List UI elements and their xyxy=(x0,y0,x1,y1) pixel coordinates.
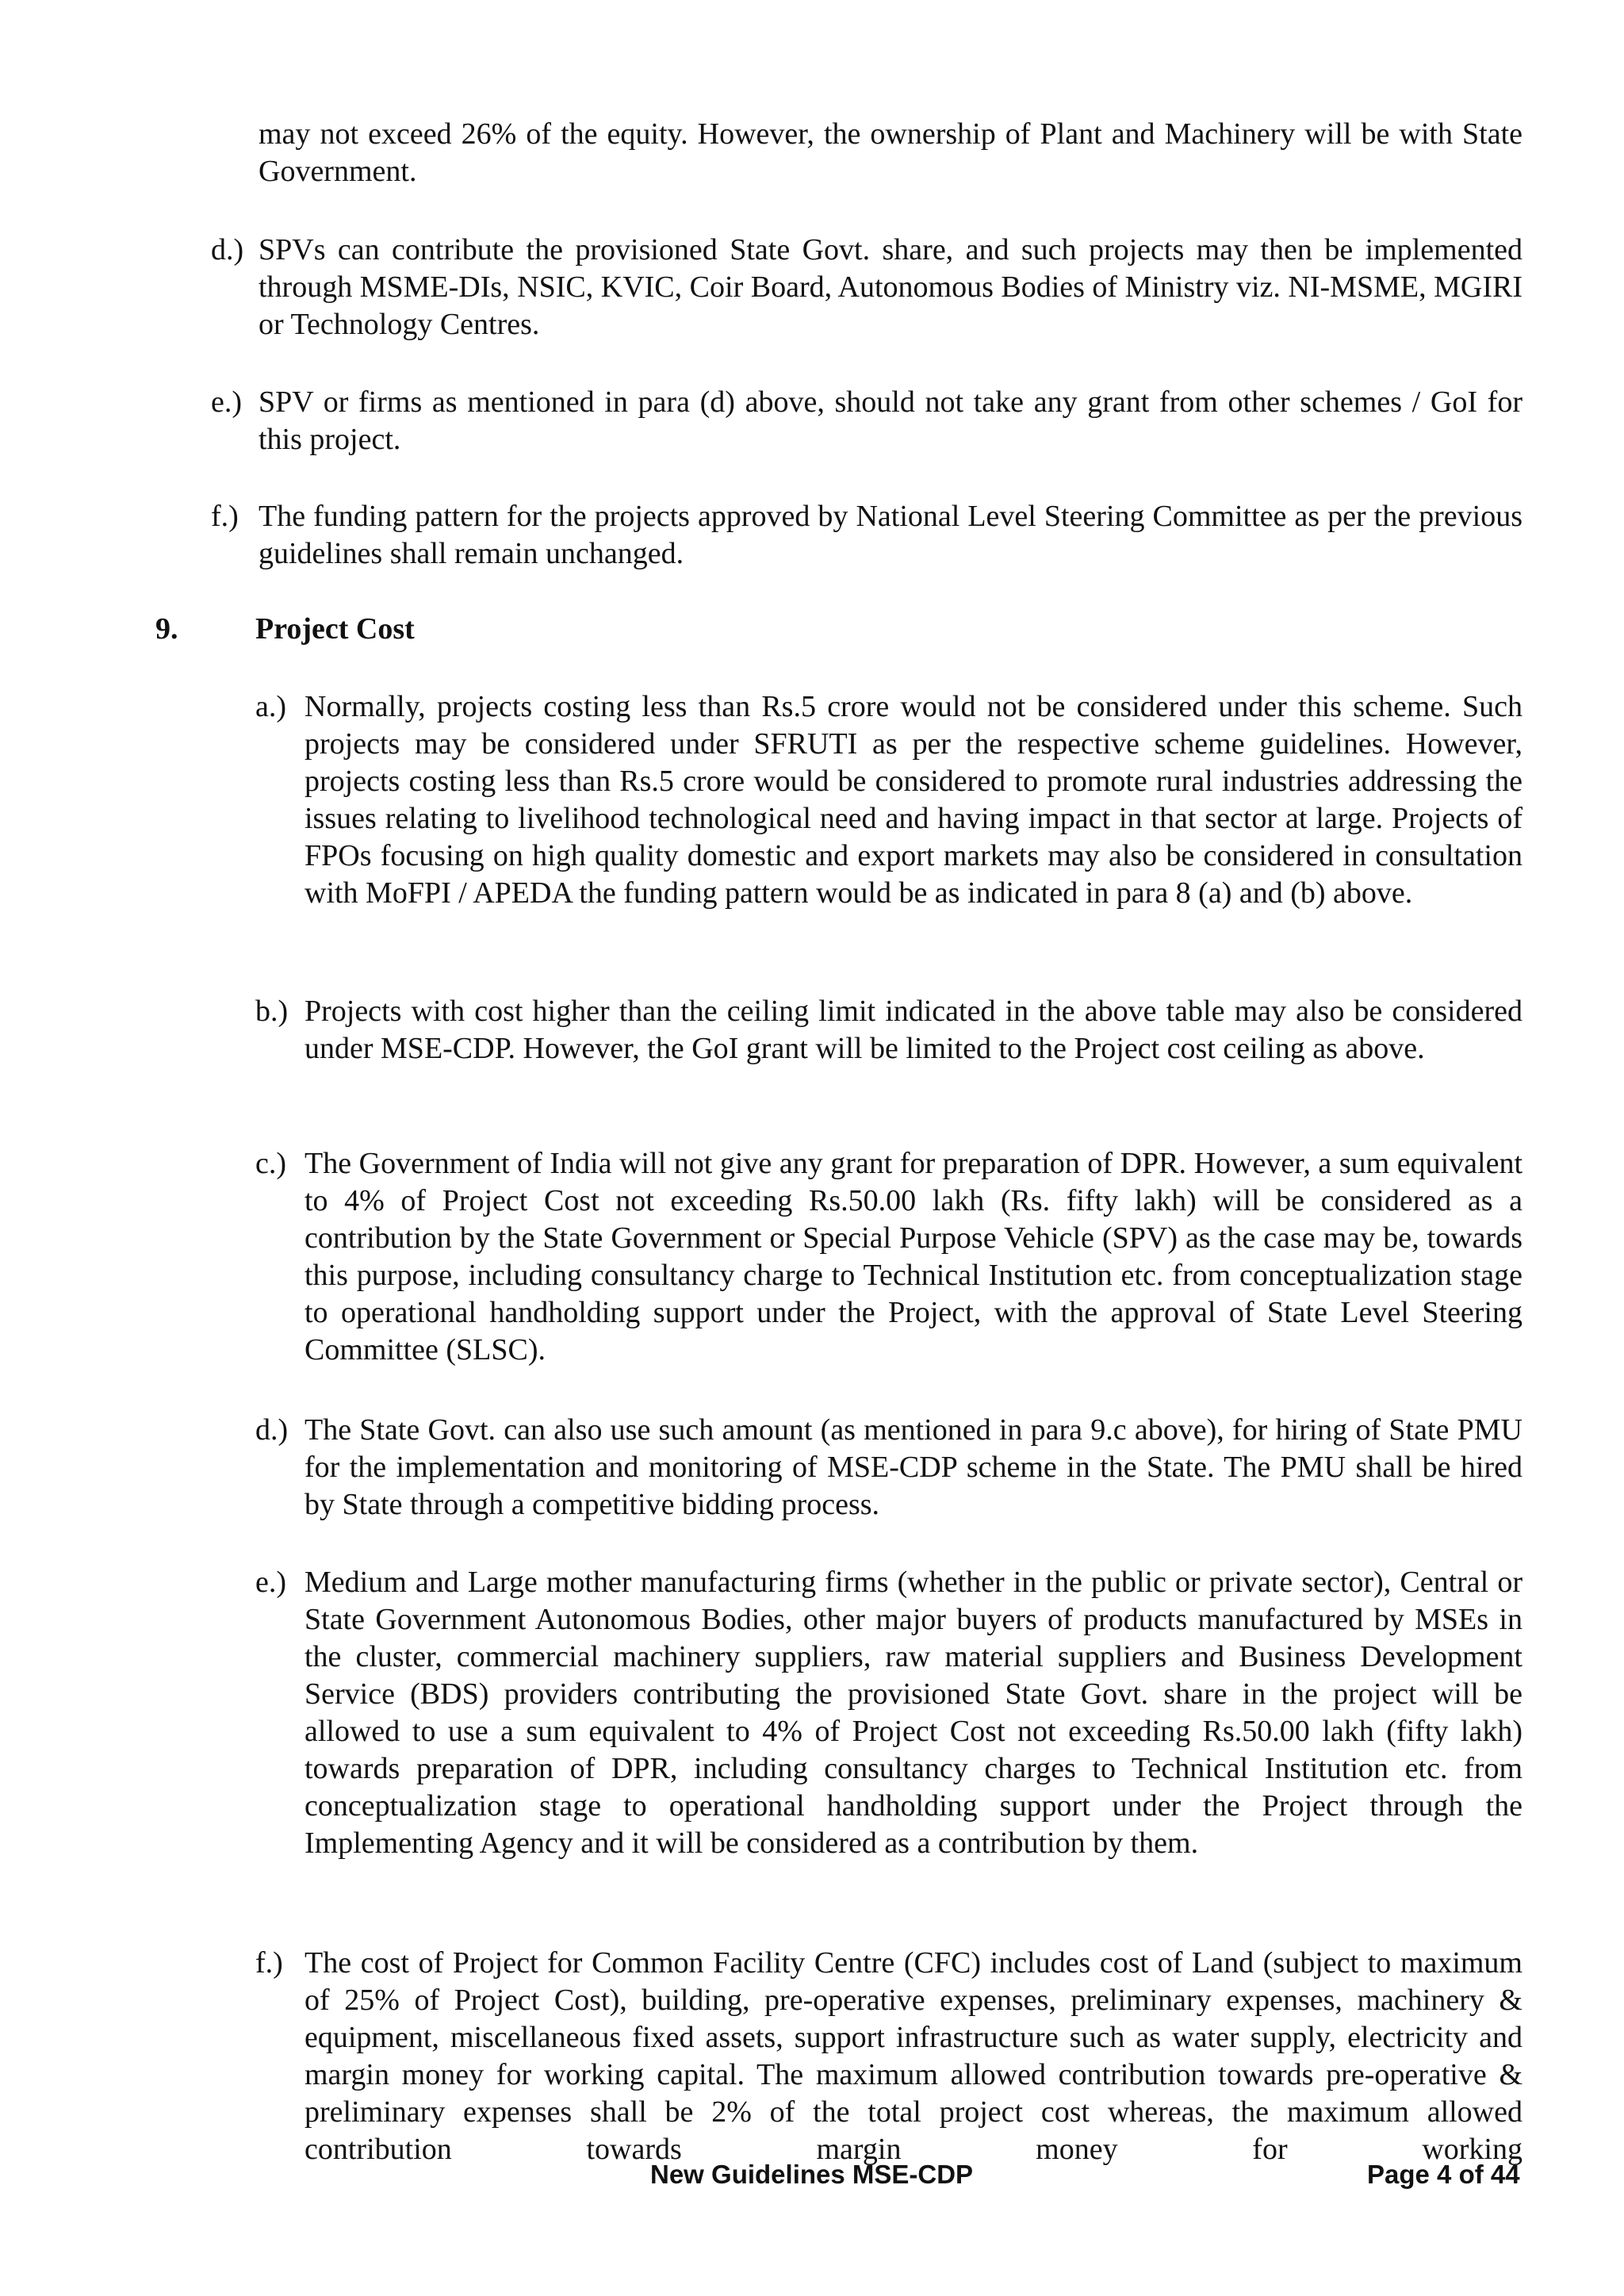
footer-document-title: New Guidelines MSE-CDP xyxy=(650,2160,974,2189)
list-item-text: Medium and Large mother manufacturing firms (whether in the public or private sector), Central or State Government Autonomous Bodies, other major buyers of products manufactured by MSEs in the cluster, commercial machinery suppliers, raw material suppliers and Business Development Service (BDS) providers contributing the provisioned State Govt. share in the project will be allowed to use a sum equivalent to 4% of Project Cost not exceeding Rs.50.00 lakh (fifty lakh) towards preparation of DPR, including consultancy charges to Technical Institution etc. from conceptualization stage to operational handholding support under the Project through the Implementing Agency and it will be considered as a contribution by them. xyxy=(304,1566,1522,1860)
list-item-label: b.) xyxy=(255,995,289,1028)
list-item-text: The funding pattern for the projects approved by National Level Steering Committee as per the previous guidelines shall remain unchanged. xyxy=(259,500,1522,570)
list-item-text: SPVs can contribute the provisioned State Govt. share, and such projects may then be implemented through MSME-DIs, NSIC, KVIC, Coir Board, Autonomous Bodies of Ministry viz. NI-MSME, MGIRI or Technology Centres. xyxy=(259,233,1522,341)
list-item-text: The cost of Project for Common Facility Centre (CFC) includes cost of Land (subject to maximum of 25% of Project Cost), building, pre-operative expenses, preliminary expenses, machinery & equipment, miscellaneous fixed assets, support infrastructure such as water supply, electricity and margin money for working capital. The maximum allowed contribution towards pre-operative & preliminary expenses shall be 2% of the total project cost whereas, the maximum allowed contribution towards margin money for working xyxy=(304,1946,1522,2166)
list-item-label: d.) xyxy=(211,233,244,266)
continuation-paragraph: may not exceed 26% of the equity. However, the ownership of Plant and Machinery will be with State Government. xyxy=(259,117,1522,188)
list-item-text: Projects with cost higher than the ceiling limit indicated in the above table may also be considered under MSE-CDP. However, the GoI grant will be limited to the Project cost ceiling as above. xyxy=(304,995,1522,1065)
list-item-text: SPV or firms as mentioned in para (d) above, should not take any grant from other schemes / GoI for this project. xyxy=(259,385,1522,456)
list-item-label: c.) xyxy=(255,1147,287,1180)
list-item-text: The State Govt. can also use such amount (as mentioned in para 9.c above), for hiring of State PMU for the implementation and monitoring of MSE-CDP scheme in the State. The PMU shall be hired by State through a competitive bidding process. xyxy=(304,1413,1522,1521)
list-item-label: f.) xyxy=(255,1946,283,1980)
list-item-label: a.) xyxy=(255,690,287,723)
list-item-label: e.) xyxy=(255,1566,287,1599)
footer-page-number: Page 4 of 44 xyxy=(1367,2160,1520,2189)
list-item-label: d.) xyxy=(255,1413,289,1447)
section-number: 9. xyxy=(155,612,178,646)
list-item-label: f.) xyxy=(211,500,239,533)
section-heading: Project Cost xyxy=(255,612,415,646)
list-item-label: e.) xyxy=(211,385,243,419)
list-item-text: Normally, projects costing less than Rs.5 crore would not be considered under this scheme. Such projects may be considered under SFRUTI as per the respective scheme guidelines. However, projects costing less than Rs.5 crore would be considered to promote rural industries addressing the issues relating to livelihood technological need and having impact in that sector at large. Projects of FPOs focusing on high quality domestic and export markets may also be considered in consultation with MoFPI / APEDA the funding pattern would be as indicated in para 8 (a) and (b) above. xyxy=(304,690,1522,910)
list-item-text: The Government of India will not give any grant for preparation of DPR. However, a sum equivalent to 4% of Project Cost not exceeding Rs.50.00 lakh (Rs. fifty lakh) will be considered as a contribution by the State Government or Special Purpose Vehicle (SPV) as the case may be, towards this purpose, including consultancy charge to Technical Institution etc. from conceptualization stage to operational handholding support under the Project, with the approval of State Level Steering Committee (SLSC). xyxy=(304,1147,1522,1366)
